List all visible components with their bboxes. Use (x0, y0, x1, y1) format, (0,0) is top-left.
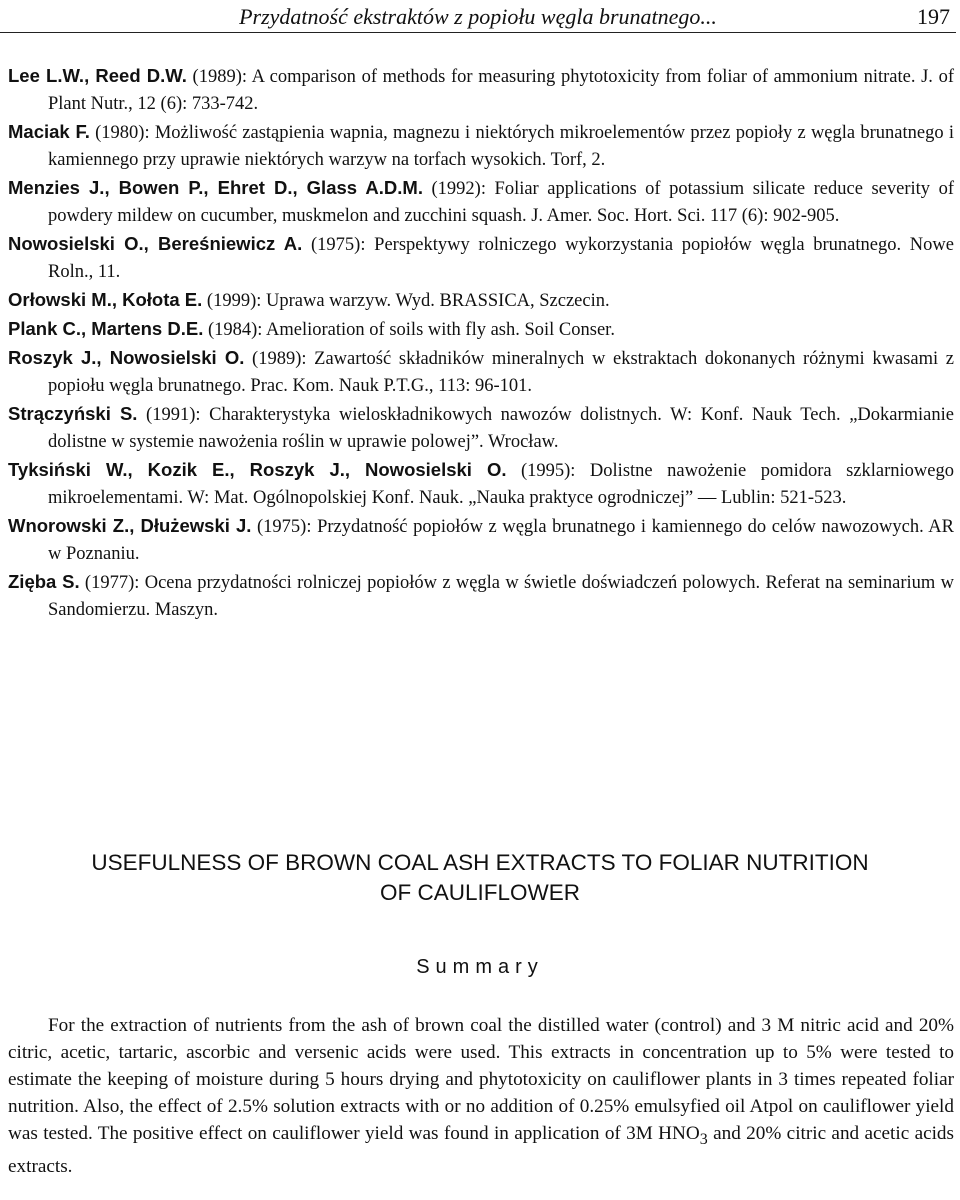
running-header (0, 4, 956, 33)
reference-entry (8, 512, 954, 568)
reference-authors: Plank C., Martens D.E. (8, 318, 204, 339)
reference-entry (8, 344, 954, 400)
reference-text: (1975): Perspektywy rolniczego wykorzystania popiołów węgla brunatnego. Nowe Roln., 11. (48, 235, 954, 282)
reference-authors: Tyksiński W., Kozik E., Roszyk J., Nowosielski O. (8, 459, 507, 480)
reference-authors: Lee L.W., Reed D.W. (8, 65, 187, 86)
summary-title (0, 848, 960, 908)
reference-authors: Nowosielski O., Bereśniewicz A. (8, 233, 303, 254)
reference-text: (1995): Dolistne nawożenie pomidora szklarniowego mikroelementami. W: Mat. Ogólnopolskiej Konf. Nauk. „Nauka praktyce ogrodniczej” — Lublin: 521-523. (48, 461, 954, 508)
reference-text: (1999): Uprawa warzyw. Wyd. BRASSICA, Szczecin. (202, 291, 610, 311)
references-list (8, 62, 954, 624)
reference-entry (8, 568, 954, 624)
reference-authors: Orłowski M., Kołota E. (8, 289, 203, 310)
reference-entry (8, 174, 954, 230)
summary-title-line: USEFULNESS OF BROWN COAL ASH EXTRACTS TO FOLIAR NUTRITION (91, 850, 869, 875)
reference-entry (8, 400, 954, 456)
reference-authors: Menzies J., Bowen P., Ehret D., Glass A.D.M. (8, 177, 423, 198)
reference-authors: Maciak F. (8, 121, 90, 142)
summary-body (8, 1012, 954, 1180)
reference-text: (1977): Ocena przydatności rolniczej popiołów z węgla w świetle doświadczeń polowych. Referat na seminarium w Sandomierzu. Maszyn. (48, 573, 954, 620)
reference-text: (1989): Zawartość składników mineralnych w ekstraktach dokonanych różnymi kwasami z popiołu węgla brunatnego. Prac. Kom. Nauk P.T.G., 113: 96-101. (48, 349, 954, 396)
chemical-subscript: 3 (699, 1130, 708, 1148)
reference-entry (8, 118, 954, 174)
summary-heading: Summary (416, 956, 544, 978)
reference-text: (1989): A comparison of methods for measuring phytotoxicity from foliar of ammonium nitrate. J. of Plant Nutr., 12 (6): 733-742. (48, 67, 954, 114)
reference-text: (1991): Charakterystyka wieloskładnikowych nawozów dolistnych. W: Konf. Nauk Tech. „Dokarmianie dolistne w systemie nawożenia roślin w uprawie polowej”. Wrocław. (48, 405, 954, 452)
reference-entry (8, 62, 954, 118)
reference-authors: Roszyk J., Nowosielski O. (8, 347, 245, 368)
reference-authors: Strączyński S. (8, 403, 138, 424)
page-number: 197 (917, 4, 950, 29)
reference-text: (1984): Amelioration of soils with fly ash. Soil Conser. (203, 320, 615, 340)
reference-entry (8, 456, 954, 512)
reference-text: (1992): Foliar applications of potassium silicate reduce severity of powdery mildew on cucumber, muskmelon and zucchini squash. J. Amer. Soc. Hort. Sci. 117 (6): 902-905. (48, 179, 954, 226)
reference-entry (8, 230, 954, 286)
summary-text: For the extraction of nutrients from the ash of brown coal the distilled water (control) and 3 M nitric acid and 20% citric, acetic, tartaric, ascorbic and versenic acids were used. This extracts in concentration up to 5% were tested to estimate the keeping of moisture during 5 hours drying and phytotoxicity on cauliflower plants in 3 times repeated foliar nutrition. Also, the effect of 2.5% solution extracts with or no addition of 0.25% emulsyfied oil Atpol on cauliflower yield was tested. The positive effect on cauliflower yield was found in application of 3M HNO (8, 1015, 954, 1144)
summary-text: and 20% citric and acetic acids extracts. (8, 1123, 954, 1177)
reference-authors: Wnorowski Z., Dłużewski J. (8, 515, 252, 536)
reference-entry (8, 286, 954, 315)
reference-text: (1975): Przydatność popiołów z węgla brunatnego i kamiennego do celów nawozowych. AR w Poznaniu. (48, 517, 955, 564)
reference-authors: Zięba S. (8, 571, 80, 592)
reference-entry (8, 315, 954, 344)
running-title: Przydatność ekstraktów z popiołu węgla brunatnego... (239, 4, 717, 29)
reference-text: (1980): Możliwość zastąpienia wapnia, magnezu i niektórych mikroelementów przez popioły z węgla brunatnego i kamiennego przy uprawie niektórych warzyw na torfach wysokich. Torf, 2. (48, 123, 954, 170)
summary-title-line: OF CAULIFLOWER (379, 880, 581, 905)
